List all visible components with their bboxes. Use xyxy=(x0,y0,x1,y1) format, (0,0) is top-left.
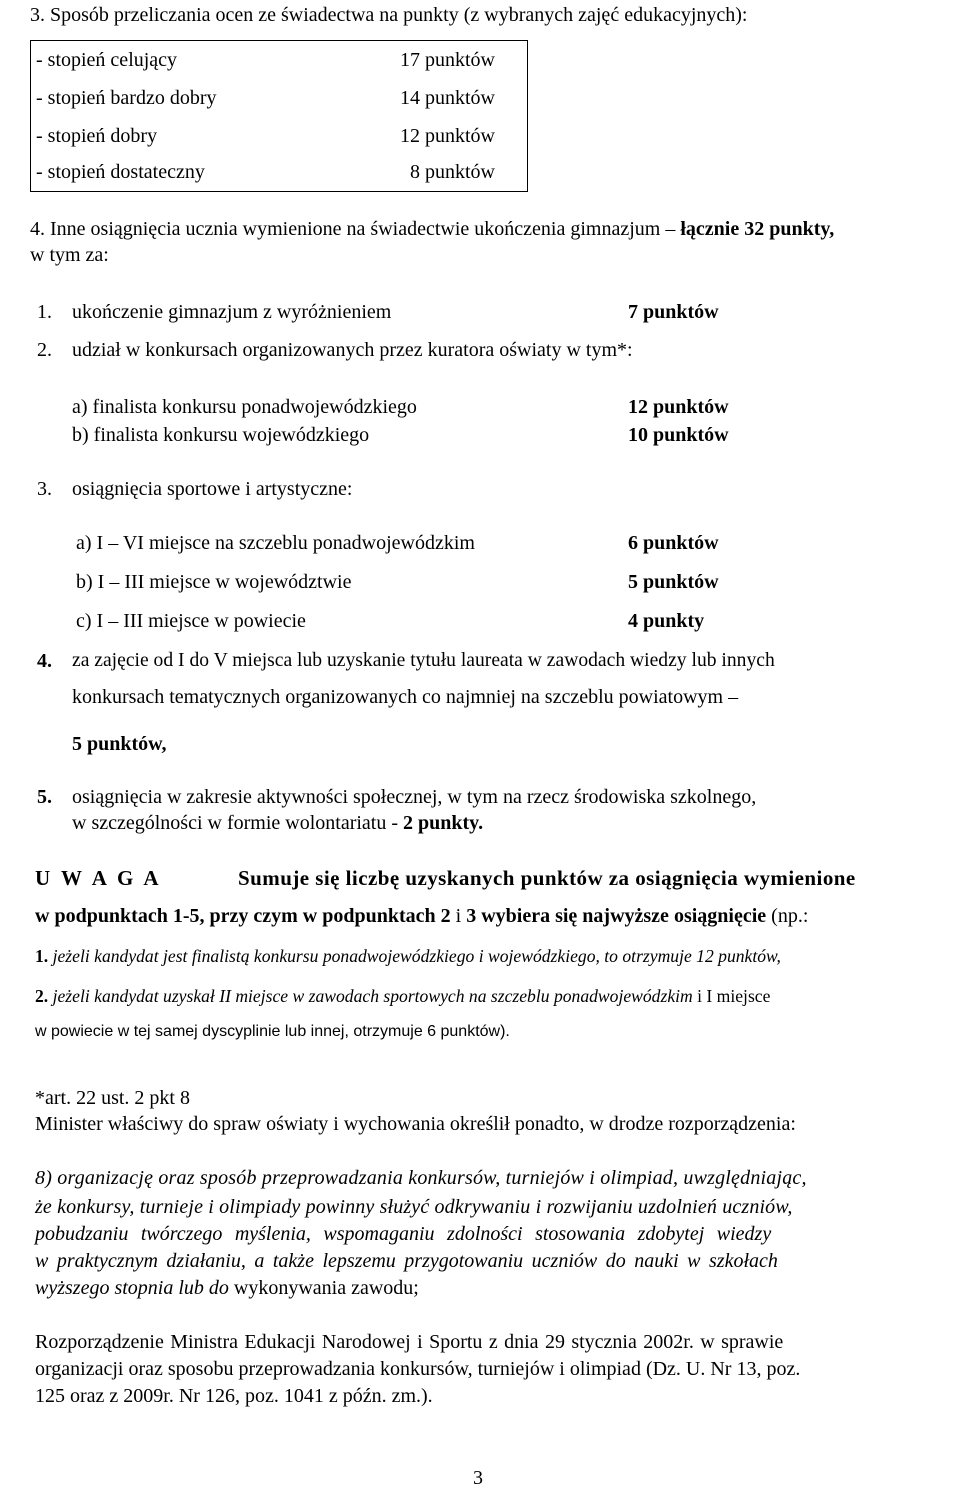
grade-label: - stopień bardzo dobry xyxy=(36,87,217,109)
footnote-ref: *art. 22 ust. 2 pkt 8 xyxy=(35,1087,190,1109)
example-2-number: 2. xyxy=(35,986,49,1006)
section-4-total: łącznie 32 punkty, xyxy=(680,218,835,240)
item-3c-text: c) I – III miejsce w powiecie xyxy=(76,610,306,632)
item-4-number: 4. xyxy=(37,650,52,672)
item-2a-points: 12 punktów xyxy=(628,396,729,418)
regulation-line: 125 oraz z 2009r. Nr 126, poz. 1041 z późn. zm.). xyxy=(35,1385,433,1407)
uwaga-line-1: Sumuje się liczbę uzyskanych punktów za osiągnięcia wymienione xyxy=(238,866,856,890)
item-3a-points: 6 punktów xyxy=(628,532,719,554)
grade-label: - stopień celujący xyxy=(36,49,178,71)
grade-row xyxy=(31,119,527,155)
item-2b-points: 10 punktów xyxy=(628,424,729,446)
item-3c-points: 4 punkty xyxy=(628,610,705,632)
grades-table xyxy=(30,40,528,192)
item-5-line-2-text: w szczególności w formie wolontariatu - xyxy=(72,812,404,834)
item-5-number: 5. xyxy=(37,786,52,808)
grade-row xyxy=(31,155,527,191)
example-2-text: jeżeli kandydat uzyskał II miejsce w zawodach sportowych na szczeblu ponadwojewódzkim xyxy=(48,986,693,1006)
footnote-italic-line: że konkursy, turnieje i olimpiady powinny służyć odkrywaniu i rozwijaniu uzdolnień uczniów, xyxy=(35,1196,793,1218)
grade-row xyxy=(31,81,527,117)
footnote-last-line xyxy=(35,1277,419,1300)
uwaga-example-2 xyxy=(35,986,770,1006)
grade-row xyxy=(31,43,527,79)
item-3a-text: a) I – VI miejsce na szczeblu ponadwojewódzkim xyxy=(76,532,475,554)
grade-points: 8 punktów xyxy=(410,161,495,183)
item-2a-text: a) finalista konkursu ponadwojewódzkiego xyxy=(72,396,417,418)
item-5-line-2 xyxy=(72,812,483,835)
regulation-line: Rozporządzenie Ministra Edukacji Narodowej i Sportu z dnia 29 stycznia 2002r. w sprawie xyxy=(35,1331,784,1353)
example-2-end: i I miejsce xyxy=(692,986,771,1006)
footnote-last-plain: wykonywania zawodu; xyxy=(228,1277,419,1299)
uwaga-label: U W A G A xyxy=(35,866,162,890)
page-number: 3 xyxy=(473,1467,483,1489)
item-3b-points: 5 punktów xyxy=(628,571,719,593)
item-1-number: 1. xyxy=(37,301,52,323)
grade-label: - stopień dobry xyxy=(36,125,158,147)
item-3-number: 3. xyxy=(37,478,52,500)
item-3-text: osiągnięcia sportowe i artystyczne: xyxy=(72,478,353,500)
regulation-line: organizacji oraz sposobu przeprowadzania konkursów, turniejów i olimpiad (Dz. U. Nr 13, poz. xyxy=(35,1358,801,1380)
grade-points: 12 punktów xyxy=(400,125,495,147)
section-4-heading-cont: w tym za: xyxy=(30,244,109,266)
footnote-italic-line: 8) organizację oraz sposób przeprowadzania konkursów, turniejów i olimpiad, uwzględniając, xyxy=(35,1167,807,1189)
item-4-line-1: za zajęcie od I do V miejsca lub uzyskanie tytułu laureata w zawodach wiedzy lub innych xyxy=(72,650,775,671)
item-2-text: udział w konkursach organizowanych przez kuratora oświaty w tym*: xyxy=(72,339,633,361)
footnote-italic-line: pobudzaniu twórczego myślenia, wspomaganiu zdolności stosowania zdobytej wiedzy xyxy=(35,1223,772,1245)
footnote-intro: Minister właściwy do spraw oświaty i wychowania określił ponadto, w drodze rozporządzenia: xyxy=(35,1113,796,1135)
item-2b-text: b) finalista konkursu wojewódzkiego xyxy=(72,424,370,446)
uwaga-example-1 xyxy=(35,946,781,966)
item-1-text: ukończenie gimnazjum z wyróżnieniem xyxy=(72,301,392,323)
item-2-number: 2. xyxy=(37,339,52,361)
grade-label: - stopień dostateczny xyxy=(36,161,205,183)
item-1-points: 7 punktów xyxy=(628,301,719,323)
footnote-last-italic: wyższego stopnia lub do xyxy=(35,1277,229,1299)
example-1-text: jeżeli kandydat jest finalistą konkursu ponadwojewódzkiego i wojewódzkiego, to otrzymuje 12 punktów, xyxy=(48,946,781,966)
grade-points: 14 punktów xyxy=(400,87,495,109)
uwaga-example-2-cont: w powiecie w tej samej dyscyplinie lub innej, otrzymuje 6 punktów). xyxy=(35,1023,510,1040)
item-5-line-1: osiągnięcia w zakresie aktywności społecznej, w tym na rzecz środowiska szkolnego, xyxy=(72,786,757,808)
example-1-number: 1. xyxy=(35,946,49,966)
uwaga-line-2-bold-a: w podpunktach 1-5, przy czym w podpunktach 2 xyxy=(35,905,451,927)
section-4-heading-text: 4. Inne osiągnięcia ucznia wymienione na świadectwie ukończenia gimnazjum – xyxy=(30,218,676,240)
grade-points: 17 punktów xyxy=(400,49,495,71)
item-4-line-2: konkursach tematycznych organizowanych co najmniej na szczeblu powiatowym – xyxy=(72,686,739,708)
footnote-italic-line: w praktycznym działaniu, a także lepszemu przygotowaniu uczniów do nauki w szkołach xyxy=(35,1250,778,1272)
section-3-heading: 3. Sposób przeliczania ocen ze świadectwa na punkty (z wybranych zajęć edukacyjnych): xyxy=(30,4,748,26)
item-4-points: 5 punktów, xyxy=(72,733,167,755)
uwaga-line-2-end: (np.: xyxy=(766,905,809,927)
uwaga-line-2 xyxy=(35,905,808,928)
uwaga-line-2-mid: i xyxy=(450,905,467,927)
item-3b-text: b) I – III miejsce w województwie xyxy=(76,571,352,593)
section-4-heading xyxy=(30,218,834,241)
item-5-points: 2 punkty. xyxy=(403,812,484,834)
uwaga-line-2-bold-b: 3 wybiera się najwyższe osiągnięcie xyxy=(466,905,767,927)
